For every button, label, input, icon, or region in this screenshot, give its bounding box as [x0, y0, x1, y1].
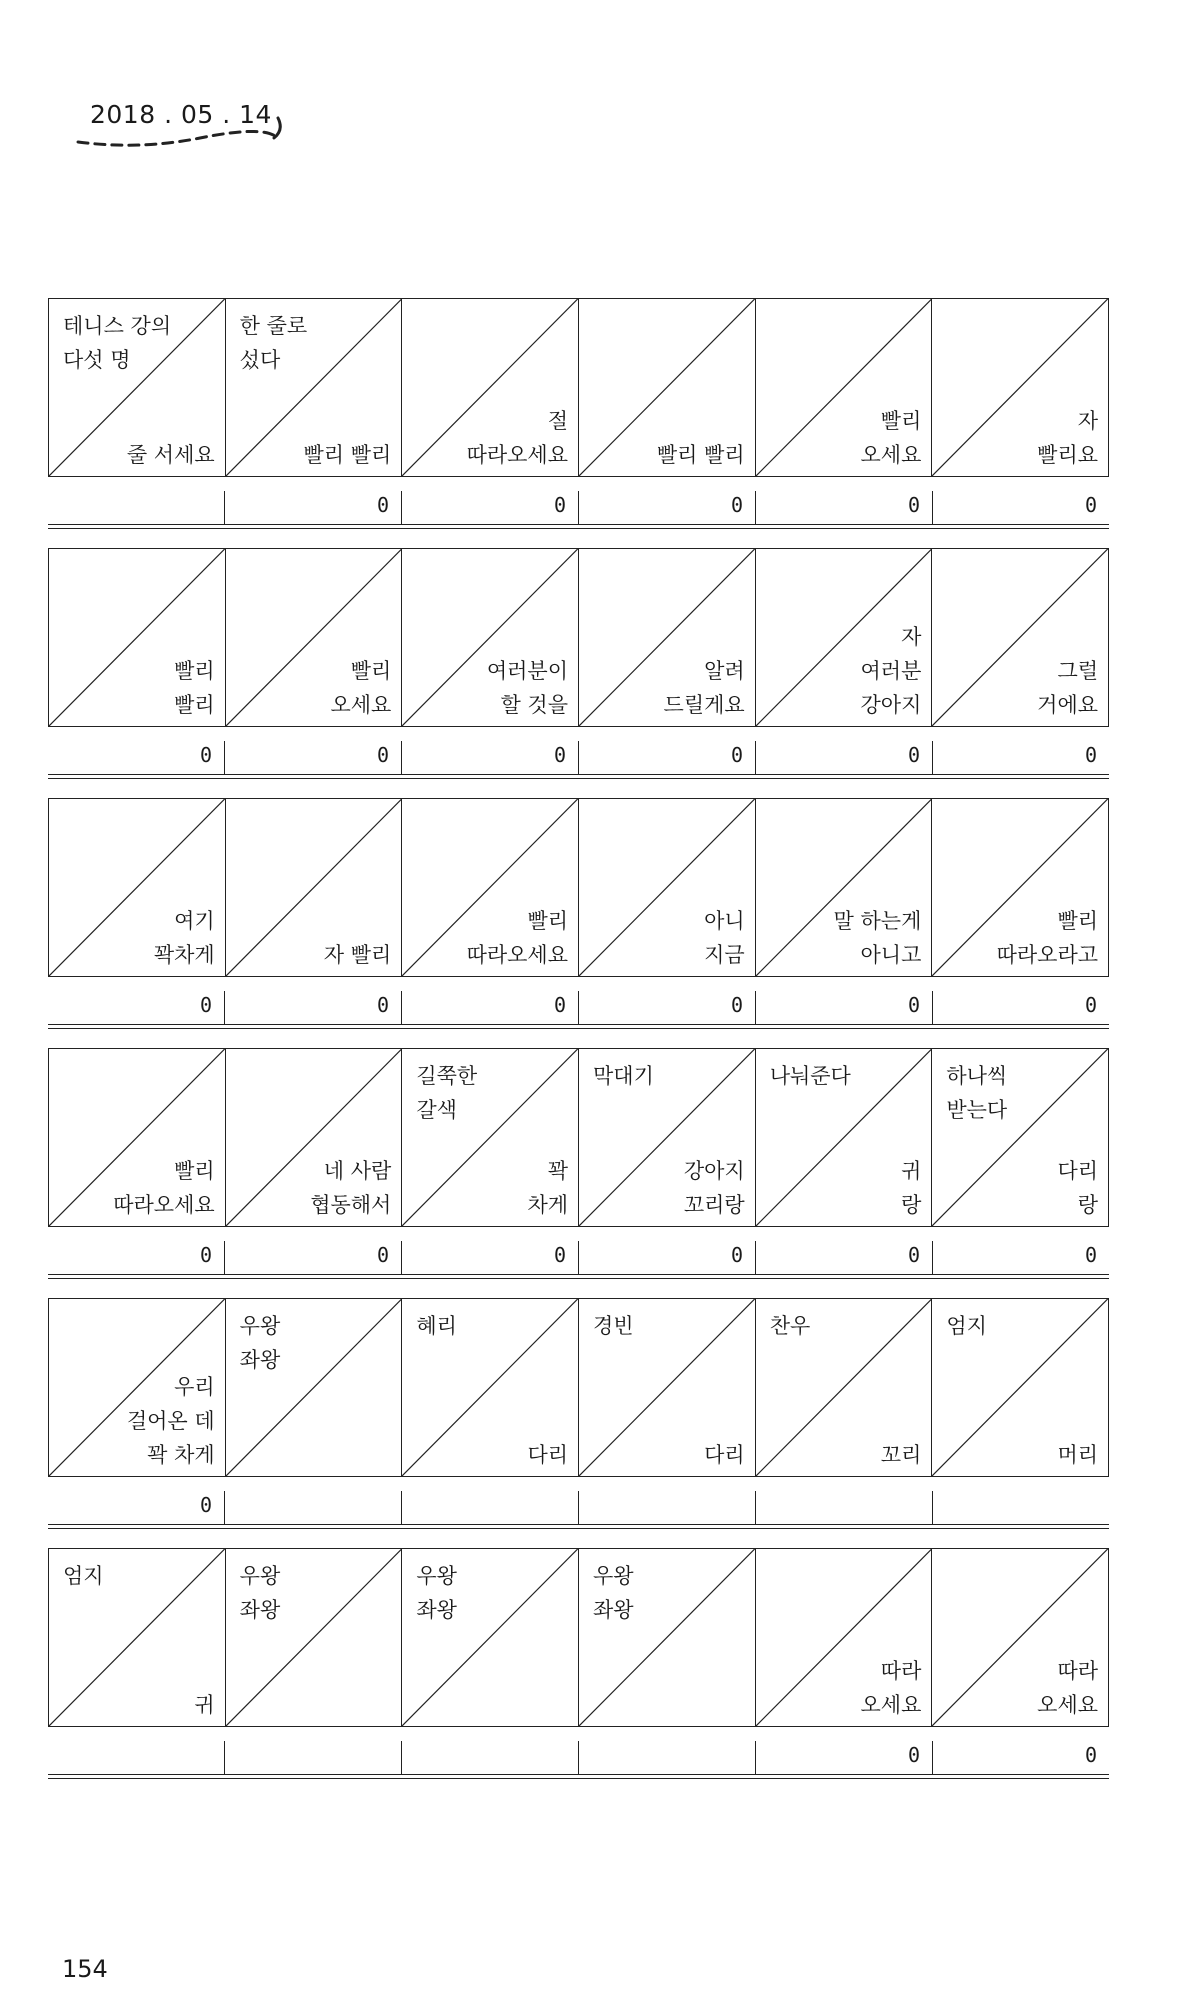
count-value: 0	[553, 1243, 566, 1267]
grid-cell	[579, 299, 756, 476]
count-value: 0	[199, 1243, 212, 1267]
grid-cell	[579, 1299, 756, 1476]
double-rule	[48, 1275, 1109, 1279]
cell-bottom-text: 빨리 빨리	[656, 443, 745, 467]
grid-cell	[402, 299, 579, 476]
grid-cell	[226, 1049, 403, 1226]
cell-bottom-text: 네 사람 협동해서	[310, 1159, 392, 1217]
grid-row-5	[48, 1298, 1109, 1529]
cell-bottom-text: 다리 랑	[1057, 1159, 1099, 1217]
cell-bottom-text: 빨리 오세요	[860, 409, 922, 467]
count-value: 0	[907, 1243, 920, 1267]
double-rule	[48, 1525, 1109, 1529]
cell-bottom-text: 절 따라오세요	[466, 409, 569, 467]
grid-cell	[49, 549, 226, 726]
count-cell	[225, 1741, 402, 1774]
cell-bottom-text: 줄 서세요	[126, 443, 215, 467]
count-cell	[933, 491, 1109, 524]
count-cell	[579, 491, 756, 524]
grid-cell	[49, 1049, 226, 1226]
count-value: 0	[553, 993, 566, 1017]
cell-bottom-text: 그럴 거에요	[1037, 659, 1099, 717]
grid-cell	[402, 799, 579, 976]
count-value: 0	[376, 993, 389, 1017]
grid-cell	[226, 549, 403, 726]
count-cell	[402, 1241, 579, 1274]
count-strip	[48, 491, 1109, 525]
count-value: 0	[730, 743, 743, 767]
grid-row-1	[48, 298, 1109, 529]
grid-cell	[402, 1049, 579, 1226]
grid-cell	[932, 549, 1108, 726]
cell-bottom-text: 다리	[527, 1443, 569, 1467]
grid-cell	[402, 1299, 579, 1476]
count-value: 0	[199, 743, 212, 767]
cell-strip	[48, 798, 1109, 977]
cell-bottom-text: 다리	[704, 1443, 745, 1467]
cell-strip	[48, 1048, 1109, 1227]
count-cell	[402, 491, 579, 524]
grid-cell	[226, 1299, 403, 1476]
cell-top-text: 한 줄로 섰다	[239, 314, 308, 372]
cell-bottom-text: 빨리 오세요	[330, 659, 392, 717]
count-value: 0	[1084, 993, 1097, 1017]
count-cell	[579, 741, 756, 774]
count-value: 0	[1084, 1743, 1097, 1767]
count-cell	[402, 1491, 579, 1524]
count-cell	[48, 1741, 225, 1774]
count-value: 0	[730, 1243, 743, 1267]
count-cell	[225, 491, 402, 524]
page-number: 154	[62, 1955, 108, 1983]
grid-cell	[579, 799, 756, 976]
grid-cell	[402, 1549, 579, 1726]
grid-cell	[756, 1299, 933, 1476]
count-value: 0	[199, 1493, 212, 1517]
grid-row-4	[48, 1048, 1109, 1279]
grid-row-6	[48, 1548, 1109, 1779]
grid-cell	[932, 1549, 1108, 1726]
count-value: 0	[730, 993, 743, 1017]
date-stamp	[70, 100, 310, 160]
cell-bottom-text: 빨리 따라오세요	[113, 1159, 215, 1217]
count-value: 0	[553, 743, 566, 767]
grid-cell	[49, 1299, 226, 1476]
count-cell	[933, 991, 1109, 1024]
grid-row-2	[48, 548, 1109, 779]
cell-bottom-text: 귀 랑	[901, 1159, 922, 1217]
grid-cell	[932, 799, 1108, 976]
date-text: 2018 . 05 . 14	[90, 100, 272, 129]
cell-top-text: 나눠준다	[769, 1064, 851, 1088]
count-cell	[225, 991, 402, 1024]
grid-cell	[226, 799, 403, 976]
cell-strip	[48, 1548, 1109, 1727]
grid-cell	[756, 299, 933, 476]
count-value: 0	[907, 493, 920, 517]
grid-cell	[579, 1549, 756, 1726]
double-rule	[48, 1775, 1109, 1779]
count-cell	[579, 1741, 756, 1774]
cell-strip	[48, 1298, 1109, 1477]
grid-cell	[756, 799, 933, 976]
cell-top-text: 경빈	[593, 1314, 634, 1338]
count-cell	[579, 991, 756, 1024]
count-cell	[933, 1491, 1109, 1524]
count-cell	[756, 1491, 933, 1524]
cell-bottom-text: 말 하는게 아니고	[833, 909, 922, 967]
count-strip	[48, 1741, 1109, 1775]
cell-top-text: 막대기	[593, 1064, 654, 1088]
count-cell	[933, 1241, 1109, 1274]
cell-strip	[48, 298, 1109, 477]
count-value: 0	[907, 743, 920, 767]
grid-cell	[579, 549, 756, 726]
count-cell	[225, 1491, 402, 1524]
count-value: 0	[199, 993, 212, 1017]
grid-cell	[932, 1299, 1108, 1476]
count-cell	[756, 491, 933, 524]
count-value: 0	[907, 993, 920, 1017]
cell-bottom-text: 빨리 따라오세요	[466, 909, 569, 967]
cell-top-text: 우왕 좌왕	[593, 1564, 634, 1622]
grid-cell	[49, 1549, 226, 1726]
count-value: 0	[730, 493, 743, 517]
grid-cell	[756, 1549, 933, 1726]
count-value: 0	[376, 743, 389, 767]
cell-bottom-text: 아니 지금	[704, 909, 745, 967]
grid-cell	[756, 1049, 933, 1226]
count-value: 0	[1084, 743, 1097, 767]
cell-bottom-text: 알려 드릴게요	[663, 659, 745, 717]
cell-top-text: 하나씩 받는다	[946, 1064, 1008, 1122]
count-cell	[756, 1241, 933, 1274]
count-value: 0	[376, 493, 389, 517]
count-cell	[402, 1741, 579, 1774]
count-strip	[48, 1491, 1109, 1525]
cell-top-text: 찬우	[769, 1314, 811, 1338]
count-cell	[402, 741, 579, 774]
count-cell	[756, 741, 933, 774]
cell-bottom-text: 자 여러분 강아지	[860, 625, 922, 717]
grid-cell	[579, 1049, 756, 1226]
count-cell	[579, 1491, 756, 1524]
count-cell	[933, 1741, 1109, 1774]
cell-bottom-text: 여러분이 할 것을	[486, 659, 569, 717]
cell-bottom-text: 꼬리	[880, 1443, 922, 1467]
double-rule	[48, 775, 1109, 779]
cell-bottom-text: 꽉 차게	[527, 1159, 569, 1217]
cell-top-text: 우왕 좌왕	[416, 1564, 457, 1622]
cell-bottom-text: 빨리 빨리	[174, 659, 215, 717]
cell-bottom-text: 빨리 따라오라고	[996, 909, 1099, 967]
grid-cell	[226, 299, 403, 476]
count-cell	[48, 1241, 225, 1274]
count-cell	[48, 1491, 225, 1524]
cell-bottom-text: 자 빨리	[323, 943, 392, 967]
cell-top-text: 엄지	[946, 1314, 987, 1338]
count-cell	[579, 1241, 756, 1274]
cell-top-text: 테니스 강의 다섯 명	[63, 314, 172, 372]
count-strip	[48, 1241, 1109, 1275]
count-value: 0	[553, 493, 566, 517]
grid-cell	[932, 299, 1108, 476]
count-cell	[225, 1241, 402, 1274]
count-value: 0	[907, 1743, 920, 1767]
grid-cell	[402, 549, 579, 726]
count-cell	[48, 741, 225, 774]
count-cell	[756, 1741, 933, 1774]
cell-top-text: 혜리	[416, 1314, 457, 1338]
count-cell	[402, 991, 579, 1024]
count-cell	[225, 741, 402, 774]
count-value: 0	[1084, 493, 1097, 517]
count-cell	[933, 741, 1109, 774]
grid-cell	[756, 549, 933, 726]
count-cell	[48, 991, 225, 1024]
cell-bottom-text: 우리 걸어온 데 꽉 차게	[126, 1375, 215, 1467]
count-cell	[48, 491, 225, 524]
grid-row-3	[48, 798, 1109, 1029]
cell-top-text: 길쭉한 갈색	[416, 1064, 478, 1122]
cell-bottom-text: 강아지 꼬리랑	[683, 1159, 745, 1217]
grid-cell	[49, 799, 226, 976]
dashed-underline-icon	[70, 100, 310, 160]
cell-top-text: 우왕 좌왕	[239, 1564, 281, 1622]
cell-bottom-text: 귀	[194, 1693, 215, 1717]
count-strip	[48, 991, 1109, 1025]
double-rule	[48, 1025, 1109, 1029]
grid-cell	[49, 299, 226, 476]
double-rule	[48, 525, 1109, 529]
count-strip	[48, 741, 1109, 775]
cell-top-text: 엄지	[63, 1564, 104, 1588]
cell-bottom-text: 빨리 빨리	[303, 443, 392, 467]
count-value: 0	[376, 1243, 389, 1267]
count-value: 0	[1084, 1243, 1097, 1267]
cell-bottom-text: 따라 오세요	[1037, 1659, 1099, 1717]
count-cell	[756, 991, 933, 1024]
grid-cell	[226, 1549, 403, 1726]
cell-bottom-text: 머리	[1057, 1443, 1099, 1467]
cell-bottom-text: 자 빨리요	[1037, 409, 1099, 467]
grid-cell	[932, 1049, 1108, 1226]
cell-bottom-text: 여기 꽉차게	[153, 909, 215, 967]
cell-top-text: 우왕 좌왕	[239, 1314, 281, 1372]
cell-strip	[48, 548, 1109, 727]
cell-bottom-text: 따라 오세요	[860, 1659, 922, 1717]
